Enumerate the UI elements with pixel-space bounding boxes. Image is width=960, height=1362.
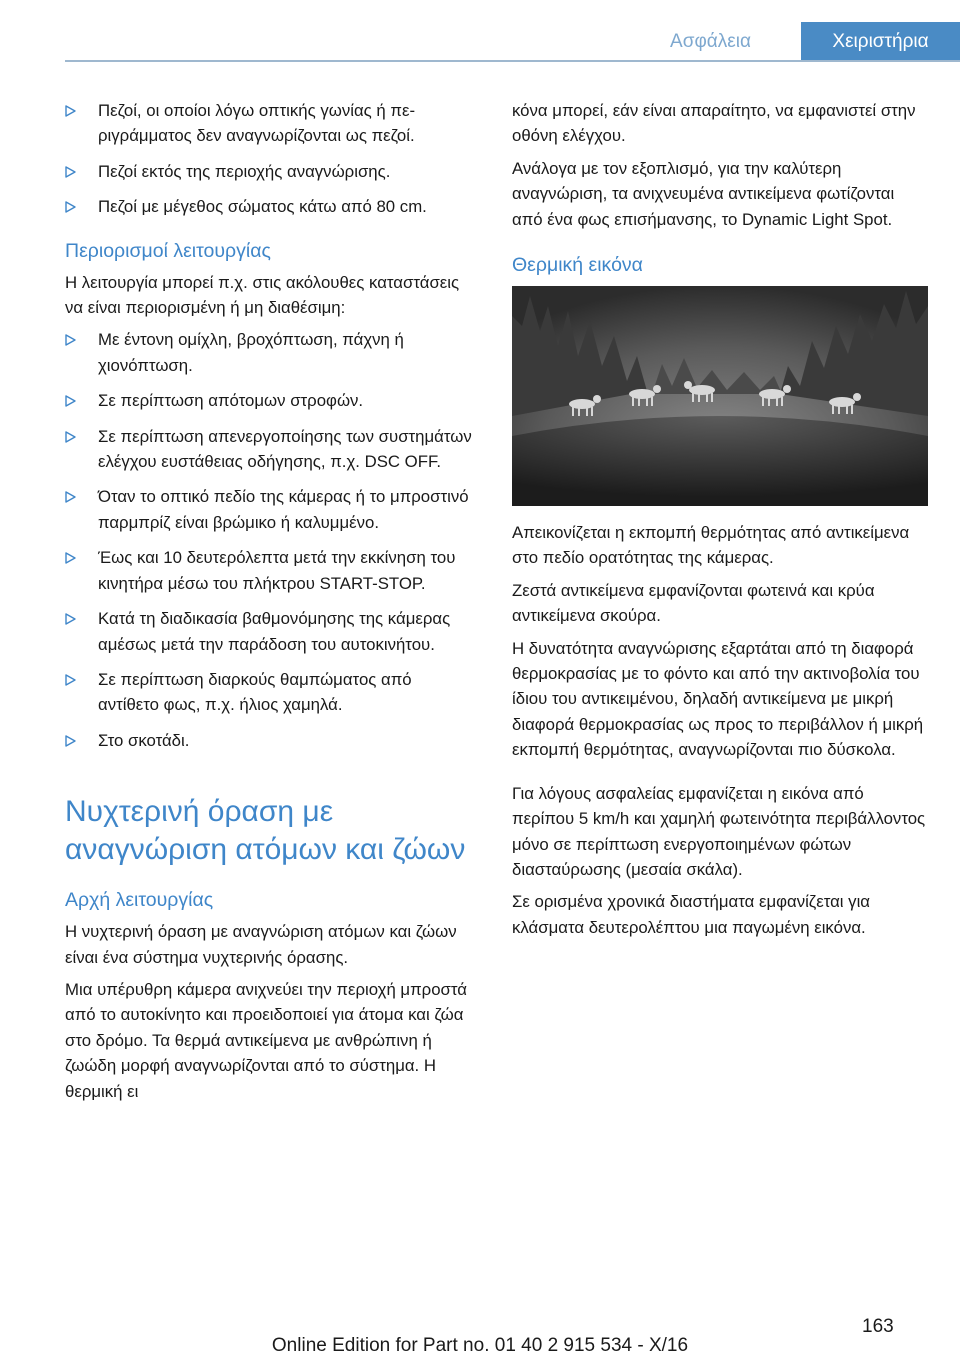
frozen-image-paragraph: Σε ορισμένα χρονικά διαστήματα εμφανίζεται για κλάσματα δευτερολέπτου μια παγωμένη εικόνα. xyxy=(512,892,870,937)
limits-intro: Η λειτουργία μπορεί π.χ. στις ακόλουθες καταστάσεις να είναι περιορισμένη ή μη διαθέσιμη: xyxy=(65,272,460,318)
list-item xyxy=(65,388,477,413)
list-item xyxy=(65,728,477,753)
triangle-bullet-icon xyxy=(65,395,76,407)
section-tab: Ασφάλεια xyxy=(670,31,751,52)
list-item-text: Όταν το οπτικό πεδίο της κάμερας ή το μπροστινό παρμπρίζ είναι βρώμικο ή καλυμμένο. xyxy=(98,487,469,532)
page-header xyxy=(65,22,960,62)
list-item xyxy=(65,327,477,378)
chapter-title: Νυχτερινή όραση με αναγνώριση ατόμων και ζώων xyxy=(65,795,466,867)
thermal-image xyxy=(512,286,928,506)
list-item-text: Στο σκοτάδι. xyxy=(98,730,190,750)
list-item-text: Σε περίπτωση διαρκούς θαμπώματος από αντίθετο φως, π.χ. ήλιος χαμηλά. xyxy=(98,669,412,715)
list-item xyxy=(65,424,477,475)
triangle-bullet-icon xyxy=(65,735,76,747)
triangle-bullet-icon xyxy=(65,166,76,178)
triangle-bullet-icon xyxy=(65,674,76,686)
principle-paragraph-2: Μια υπέρυθρη κάμερα ανιχνεύει την περιοχή μπροστά από το αυτοκίνητο και προειδοποιεί για άτομα και ζώα στο δρόμο. Τα θερμά αντικείμενα με ανθρώπινη ή ζωώδη μορφή αναγνωρίζονται από το σύστημα. Η θερμική ει xyxy=(65,979,468,1101)
list-item-text: Κατά τη διαδικασία βαθμονόμησης της κάμερας αμέσως μετά την παράδοση του αυτοκινήτου. xyxy=(98,609,451,654)
function-limits-list xyxy=(65,327,477,753)
safety-paragraph: Για λόγους ασφαλείας εμφανίζεται η εικόνα από περίπου 5 km/h και χαμηλή φωτεινότητα περιβάλλοντος μόνο σε περίπτωση ενεργοποιημένων φώτων διασταύρωσης (μεσαία σκάλα). xyxy=(512,783,926,879)
list-item xyxy=(65,667,477,718)
triangle-bullet-icon xyxy=(65,552,76,564)
list-item-text: Πεζοί εκτός της περιοχής αναγνώρισης. xyxy=(98,161,391,181)
pedestrian-limits-list xyxy=(65,98,477,220)
list-item xyxy=(65,606,477,657)
left-column xyxy=(65,98,477,1111)
list-item xyxy=(65,484,477,535)
list-item xyxy=(65,545,477,596)
list-item-text: Έως και 10 δευτερόλεπτα μετά την εκκίνηση του κινητήρα μέσω του πλήκτρου START-STOP. xyxy=(98,548,456,593)
header-rule xyxy=(65,60,960,62)
list-item-text: Πεζοί, οι οποίοι λόγω οπτικής γωνίας ή περιγράμματος δεν αναγνωρίζονται ως πεζοί. xyxy=(98,101,416,146)
chapter-tab: Χειριστήρια xyxy=(801,22,960,62)
emission-paragraph: Απεικονίζεται η εκπομπή θερμότητας από αντικείμενα στο πεδίο ορατότητας της κάμερας. xyxy=(512,523,910,568)
list-item-text: Πεζοί με μέγεθος σώματος κάτω από 80 cm. xyxy=(98,197,427,217)
list-item-text: Σε περίπτωση απότομων στροφών. xyxy=(98,391,364,411)
principle-paragraph-1: Η νυχτερινή όραση με αναγνώριση ατόμων και ζώων είναι ένα σύστημα νυχτερινής όρασης. xyxy=(65,922,457,967)
warm-cold-paragraph: Ζεστά αντικείμενα εμφανίζονται φωτεινά και κρύα αντικείμενα σκούρα. xyxy=(512,580,875,626)
triangle-bullet-icon xyxy=(65,334,76,346)
principle-heading: Αρχή λειτουργίας xyxy=(65,889,214,912)
light-spot-paragraph: Ανάλογα με τον εξοπλισμό, για την καλύτερη αναγνώριση, τα ανιχνευμένα αντικείμενα φωτίζονται από ένα φως επισήμανσης, το Dynamic Light Spot. xyxy=(512,158,895,229)
triangle-bullet-icon xyxy=(65,431,76,443)
list-item xyxy=(65,194,477,219)
list-item-text: Σε περίπτωση απενεργοποίησης των συστημάτων ελέγχου ευστάθειας οδήγησης, π.χ. DSC OFF. xyxy=(98,426,472,472)
list-item xyxy=(65,159,477,184)
triangle-bullet-icon xyxy=(65,105,76,117)
limits-heading: Περιορισμοί λειτουργίας xyxy=(65,239,271,262)
list-item-text: Με έντονη ομίχλη, βροχόπτωση, πάχνη ή χιονόπτωση. xyxy=(98,330,404,375)
triangle-bullet-icon xyxy=(65,201,76,213)
right-column xyxy=(512,98,928,947)
list-item xyxy=(65,98,477,149)
detection-paragraph: Η δυνατότητα αναγνώρισης εξαρτάται από τη διαφορά θερμοκρασίας με το φόντο και από την ακτινοβολία του ίδιου του αντικειμένου, δηλαδή αντικείμενα με μικρή διαφορά θερμοκρασίας ως προς το περιβάλλον ή μικρή εκπομπή θερμότητας, αναγνωρίζονται πιο δύσκολα. xyxy=(512,638,924,760)
triangle-bullet-icon xyxy=(65,491,76,503)
continuation-paragraph: κόνα μπορεί, εάν είναι απαραίτητο, να εμφανιστεί στην οθόνη ελέγχου. xyxy=(512,101,916,146)
edition-footer: Online Edition for Part no. 01 40 2 915 534 - X/16 xyxy=(271,1335,689,1356)
thermal-heading: Θερμική εικόνα xyxy=(512,254,643,277)
triangle-bullet-icon xyxy=(65,613,76,625)
page-number: 163 xyxy=(862,1316,894,1337)
